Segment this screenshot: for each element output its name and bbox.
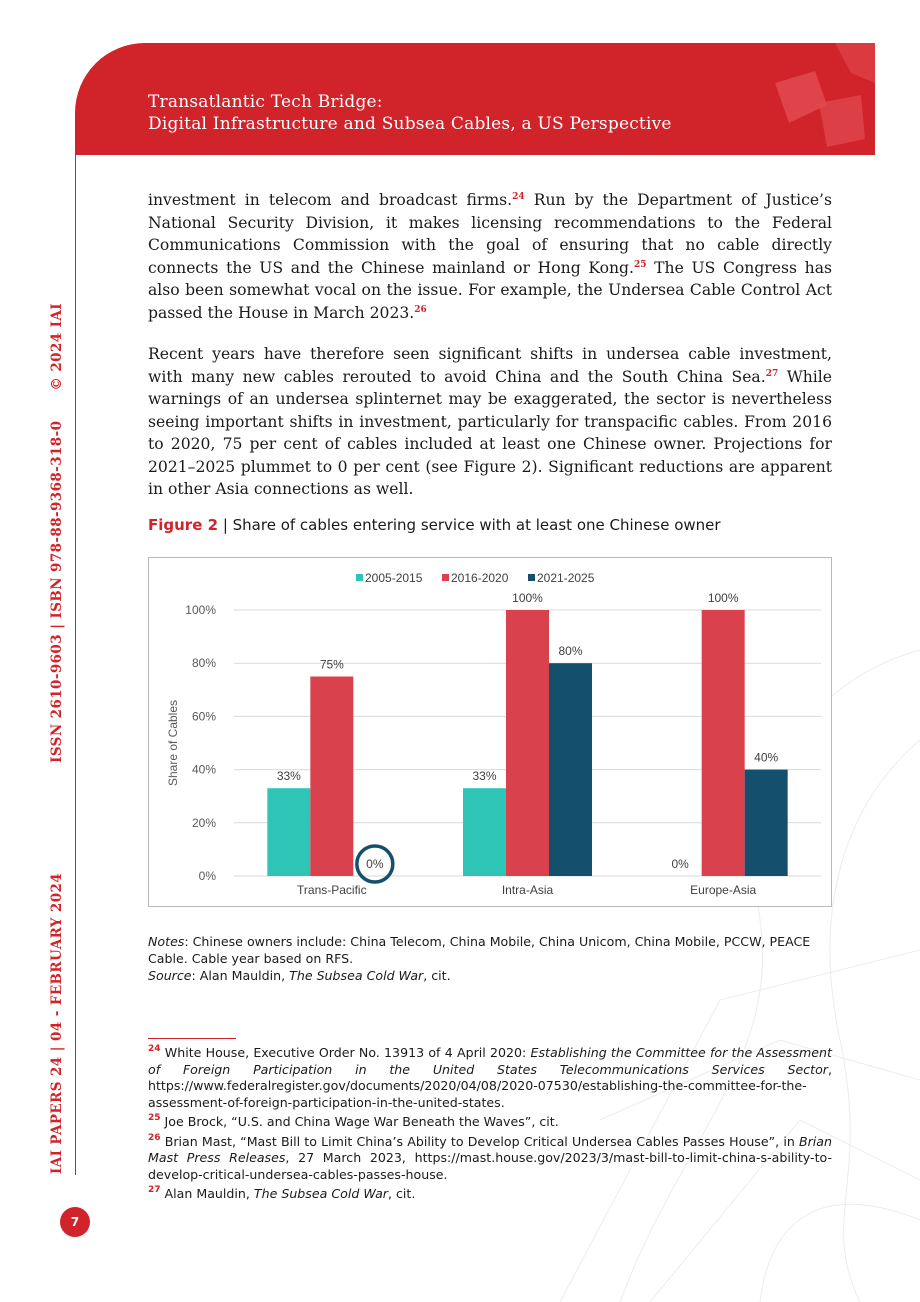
footnote-number: 26 — [148, 1132, 161, 1143]
y-tick-label: 20% — [191, 815, 216, 830]
footnote-number: 27 — [148, 1185, 161, 1195]
bar-2021-2025-Intra-Asia — [549, 663, 592, 876]
footnote-title: Establishing the Committee for the Assessment of Foreign Participation in the United States Telecommunications Services Sector — [148, 1045, 832, 1077]
issn-label: ISSN 2610-9603 | ISBN 978-88-9368-318-0 — [49, 420, 65, 763]
footnote-ref[interactable]: 25 — [633, 259, 647, 270]
legend-swatch — [356, 574, 363, 581]
legend-swatch — [528, 574, 535, 581]
footnote-24: $^{24}$ White House, Executive Order No. 13913 of 4 April 2020: Establishing the Committee for the Assessment of Foreign Participation in the United States Telecommunications Services Sector, https://www.federalregister.gov/documents/2020/04/08/2020-07530/establishing-the-committee-for-the-assessment-of-foreign-participation-in-the-united-states. — [148, 1044, 832, 1110]
footnote-ref[interactable]: 24 — [512, 192, 525, 202]
x-tick-label: Trans-Pacific — [297, 883, 367, 897]
footnote-ref[interactable]: 27 — [765, 368, 779, 379]
data-label: 33% — [276, 769, 301, 784]
y-tick-label: 0% — [198, 869, 216, 883]
y-tick-label: 80% — [191, 656, 216, 671]
footnote-26: $^{26}$ Brian Mast, “Mast Bill to Limit China’s Ability to Develop Critical Undersea Cables Passes House”, in Brian Mast Press Releases, 27 March 2023, https://mast.house.gov/2023/3/mast-bill-to-limit-china-s-ability-to-develop-critical-undersea-cables-passes-house. — [148, 1132, 832, 1182]
paragraph-2: Recent years have therefore seen significant shifts in undersea cable investment, with many new cables rerouted to avoid China and the South China Sea.$^{27}$ While warnings of an undersea splinternet may be exaggerated, the sector is nevertheless seeing important shifts in investment, particularly for transpacific cables. From 2016 to 2020, 75 per cent of cables included at least one Chinese owner. Projections for 2021–2025 plummet to 0 per cent (see Figure 2). Significant reductions are apparent in other Asia connections as well. — [148, 345, 832, 498]
footnote-25: $^{25}$ Joe Brock, “U.S. and China Wage War Beneath the Waves”, cit. — [148, 1113, 559, 1129]
footnote-27: $^{27}$ Alan Mauldin, The Subsea Cold War, cit. — [148, 1185, 416, 1201]
data-label: 80% — [558, 644, 583, 659]
footnote-title: Brian Mast Press Releases — [148, 1133, 832, 1165]
data-label: 33% — [472, 769, 497, 784]
data-label: 75% — [319, 657, 344, 672]
notes-line — [148, 933, 832, 967]
paragraph-1: investment in telecom and broadcast firms.$^{24}$ Run by the Department of Justice’s National Security Division, it makes licensing recommendations to the Federal Communications Commission with the goal of ensuring that no cable directly connects the US and the Chinese mainland or Hong Kong.$^{25}$ The US Congress has also been somewhat vocal on the issue. For example, the Undersea Cable Control Act passed the House in March 2023.26 — [148, 191, 833, 322]
footnote-ref[interactable]: 26 — [414, 304, 427, 315]
footnote-number: 25 — [148, 1113, 161, 1123]
figure-separator: | — [218, 516, 233, 534]
bar-2016-2020-Trans-Pacific — [310, 677, 353, 877]
data-label: 100% — [707, 591, 739, 605]
legend-label: 2021-2025 — [537, 571, 595, 585]
figure-caption — [148, 516, 721, 534]
notes-label: Notes — [148, 934, 185, 949]
banner-logo-shapes — [715, 43, 875, 155]
left-rule — [75, 150, 76, 1175]
data-label: 100% — [512, 591, 543, 605]
x-tick-label: Intra-Asia — [501, 883, 554, 897]
figure-caption-text: Share of cables entering service with at least one Chinese owner — [232, 516, 721, 534]
legend-label: 2016-2020 — [451, 571, 509, 585]
bar-2005-2015-Intra-Asia — [463, 788, 506, 876]
footnote-rule — [148, 1038, 236, 1039]
bar-chart — [148, 557, 832, 907]
y-tick-label: 100% — [185, 603, 216, 617]
source-text: : Alan Mauldin, — [191, 968, 290, 983]
bar-2016-2020-Europe-Asia — [702, 610, 745, 876]
data-label: 40% — [754, 750, 779, 765]
source-title: The Subsea Cold War — [289, 968, 424, 983]
page-number: 7 — [60, 1207, 90, 1237]
y-tick-label: 60% — [191, 709, 216, 724]
bar-2016-2020-Intra-Asia — [506, 610, 549, 876]
footnote-title: The Subsea Cold War — [253, 1186, 388, 1201]
x-tick-label: Europe-Asia — [690, 883, 757, 897]
sidebar-vertical — [49, 274, 65, 1174]
figure-label: Figure 2 — [148, 516, 219, 534]
legend-swatch — [442, 574, 449, 581]
footnote-number: 24 — [148, 1044, 161, 1054]
y-axis-label: Share of Cables — [166, 699, 180, 787]
notes-text: : Chinese owners include: China Telecom, China Mobile, China Unicom, China Mobile, PCCW, PEACE Cable. Cable year based on RFS. — [148, 934, 811, 966]
copyright-label: © 2024 IAI — [49, 303, 65, 391]
legend-label: 2005-2015 — [365, 571, 423, 585]
source-text-end: , cit. — [423, 968, 451, 983]
document-title — [148, 91, 672, 135]
data-label: 0% — [671, 857, 689, 871]
document-title-line2: Digital Infrastructure and Subsea Cables, a US Perspective — [148, 114, 672, 134]
source-label: Source — [148, 968, 192, 983]
source-line — [148, 967, 832, 984]
bar-2005-2015-Trans-Pacific — [267, 788, 310, 876]
series-label: IAI PAPERS 24 | 04 - FEBRUARY 2024 — [49, 872, 65, 1174]
chart-svg — [149, 558, 833, 908]
header-banner — [75, 43, 875, 155]
data-label: 0% — [366, 857, 384, 871]
footnotes — [148, 1045, 832, 1206]
document-title-line1: Transatlantic Tech Bridge: — [148, 92, 383, 112]
y-tick-label: 40% — [191, 762, 216, 777]
figure-notes — [148, 933, 832, 984]
bar-2021-2025-Europe-Asia — [745, 770, 788, 876]
